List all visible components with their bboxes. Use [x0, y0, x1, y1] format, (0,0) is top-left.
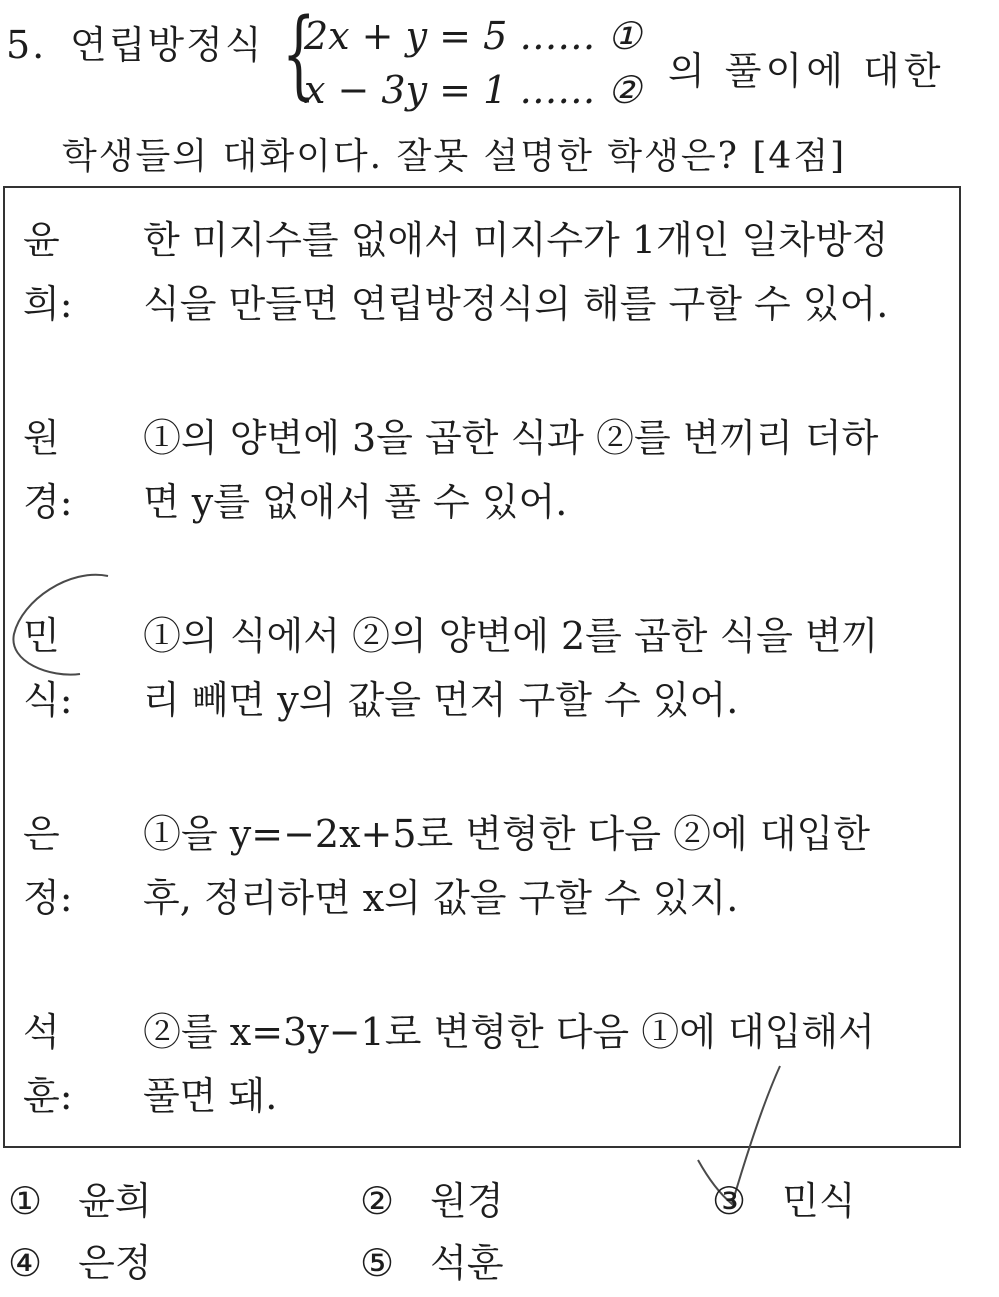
choice-4[interactable] — [8, 1232, 152, 1287]
choice-number: ① — [8, 1179, 43, 1223]
choice-number: ③ — [712, 1179, 747, 1223]
question-number: 5. — [6, 23, 47, 67]
statement-line: ②를 x=3y−1로 변형한 다음 ①에 대입해서 — [143, 1010, 875, 1054]
speaker-label: 윤희: — [23, 218, 73, 326]
choice-5[interactable] — [360, 1232, 504, 1287]
choice-label: 은정 — [78, 1241, 152, 1285]
equation-2: x − 3y = 1 …… ② — [304, 68, 642, 112]
choice-number: ④ — [8, 1241, 43, 1285]
speaker-label: 원경: — [23, 416, 73, 524]
statement-line: 풀면 돼. — [143, 1074, 278, 1118]
statement-line: 식을 만들면 연립방정식의 해를 구할 수 있어. — [143, 282, 889, 326]
statement-line: 후, 정리하면 x의 값을 구할 수 있지. — [143, 876, 739, 920]
choice-number: ⑤ — [360, 1241, 395, 1285]
statement-line: ①의 식에서 ②의 양변에 2를 곱한 식을 변끼 — [143, 614, 879, 658]
choice-label: 원경 — [430, 1179, 504, 1223]
choice-1[interactable] — [8, 1170, 152, 1225]
question-first-line — [6, 14, 264, 69]
question-second-line: 학생들의 대화이다. 잘못 설명한 학생은? [4점] — [62, 136, 847, 177]
equation-1: 2x + y = 5 …… ① — [304, 14, 642, 58]
question-suffix: 의 풀이에 대한 — [668, 49, 945, 93]
statement-line: 한 미지수를 없애서 미지수가 1개인 일차방정 — [143, 218, 889, 262]
speaker-label: 석훈: — [23, 1010, 73, 1118]
statement-line: ①을 y=−2x+5로 변형한 다음 ②에 대입한 — [143, 812, 870, 856]
choice-number: ② — [360, 1179, 395, 1223]
speaker-label: 민식: — [23, 614, 73, 722]
speaker-label: 은정: — [23, 812, 73, 920]
question-prefix: 연립방정식 — [70, 23, 264, 67]
choice-3[interactable] — [712, 1170, 856, 1225]
choice-2[interactable] — [360, 1170, 504, 1225]
pencil-circle-mark — [0, 570, 130, 690]
statement-line: 면 y를 없애서 풀 수 있어. — [143, 480, 568, 524]
equation-system — [282, 0, 662, 112]
choice-label: 석훈 — [430, 1241, 504, 1285]
choice-label: 민식 — [782, 1179, 856, 1223]
statement-line: ①의 양변에 3을 곱한 식과 ②를 변끼리 더하 — [143, 416, 879, 460]
dialogue-box — [3, 186, 961, 1148]
left-brace-icon: { — [282, 0, 316, 110]
statement-line: 리 빼면 y의 값을 먼저 구할 수 있어. — [143, 678, 739, 722]
choice-label: 윤희 — [78, 1179, 152, 1223]
